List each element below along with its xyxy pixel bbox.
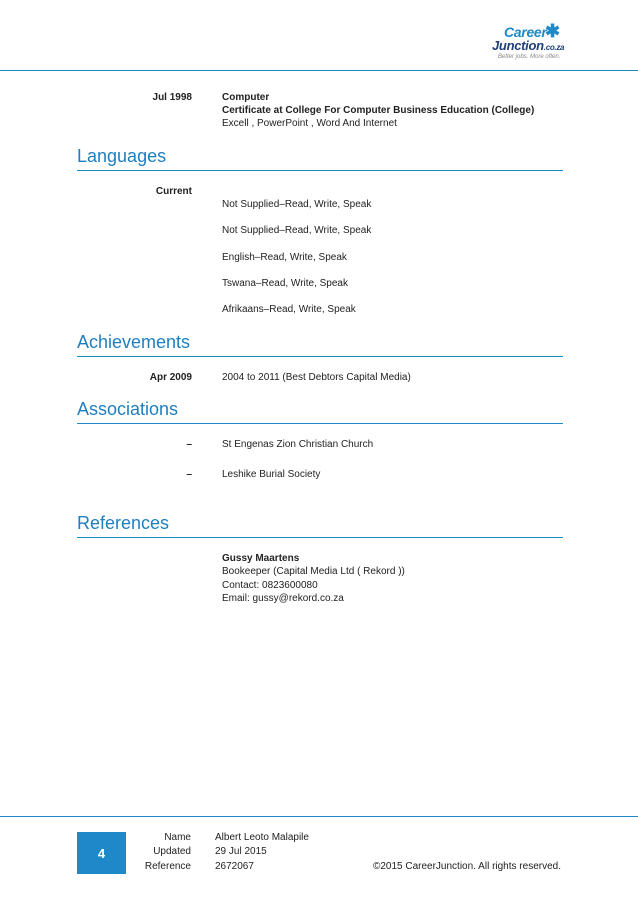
reference-name: Gussy Maartens (222, 553, 300, 564)
association-marker: – (186, 469, 192, 480)
language-item: Afrikaans–Read, Write, Speak (222, 304, 356, 315)
association-item: Leshike Burial Society (222, 469, 321, 480)
reference-email[interactable]: Email: gussy@rekord.co.za (222, 593, 344, 604)
education-field: Computer (222, 92, 270, 103)
careerjunction-logo (490, 21, 565, 64)
language-item: Not Supplied–Read, Write, Speak (222, 199, 372, 210)
languages-divider (77, 170, 563, 171)
footer-name-value: Albert Leoto Malapile (215, 832, 309, 843)
languages-heading: Languages (77, 146, 167, 166)
footer-reference-value: 2672067 (215, 861, 254, 872)
copyright-notice: ©2015 CareerJunction. All rights reserved. (372, 861, 561, 872)
association-marker: – (186, 439, 192, 450)
associations-divider (77, 423, 563, 424)
education-date: Jul 1998 (152, 92, 192, 103)
footer-updated-label: Updated (153, 846, 191, 857)
language-item: Tswana–Read, Write, Speak (222, 278, 348, 289)
language-item: English–Read, Write, Speak (222, 252, 347, 263)
references-divider (77, 537, 563, 538)
asterisk-icon: ✱ (545, 21, 561, 41)
footer-divider (0, 816, 638, 817)
reference-position: Bookeeper (Capital Media Ltd ( Rekord )) (222, 566, 405, 577)
footer-name-label: Name (164, 832, 191, 843)
achievements-divider (77, 356, 563, 357)
footer-updated-value: 29 Jul 2015 (215, 846, 267, 857)
achievement-date: Apr 2009 (149, 372, 192, 383)
footer-reference-label: Reference (144, 861, 191, 872)
reference-contact: Contact: 0823600080 (222, 580, 318, 591)
education-details: Excell , PowerPoint , Word And Internet (222, 118, 397, 129)
achievements-heading: Achievements (77, 332, 191, 352)
logo-career-text: Career (504, 24, 547, 40)
education-qualification: Certificate at College For Computer Business Education (College) (222, 105, 535, 116)
associations-heading: Associations (77, 399, 179, 419)
logo-junction-word: Junction (492, 38, 544, 53)
logo-junction-text (492, 38, 564, 53)
header-divider (0, 70, 638, 71)
logo-domain: .co.za (543, 43, 565, 52)
association-item: St Engenas Zion Christian Church (222, 439, 374, 450)
language-item: Not Supplied–Read, Write, Speak (222, 225, 372, 236)
achievement-text: 2004 to 2011 (Best Debtors Capital Media) (222, 372, 411, 383)
page-number: 4 (77, 832, 126, 874)
logo-tagline: Better jobs. More often. (498, 54, 561, 60)
references-heading: References (77, 513, 170, 533)
languages-label: Current (155, 186, 192, 197)
